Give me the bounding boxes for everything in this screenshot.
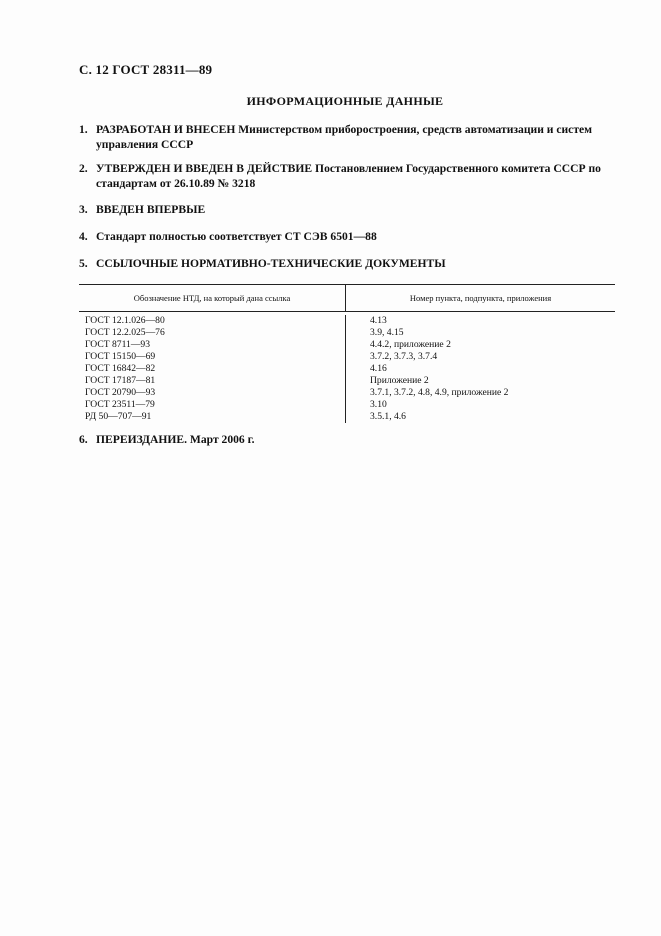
- item-text-line: Стандарт полностью соответствует СТ СЭВ 6501—88: [96, 230, 377, 243]
- table-header-clause: Номер пункта, подпункта, приложения: [409, 293, 552, 303]
- table-cell-clause: 4.16: [370, 363, 387, 374]
- item-text-line: стандартам от 26.10.89 № 3218: [96, 177, 256, 190]
- info-item-4: [79, 229, 615, 244]
- table-cell-ntd: ГОСТ 23511—79: [85, 399, 155, 410]
- table-header-row: [79, 285, 615, 312]
- info-item-2: [79, 161, 615, 191]
- item-text-line: управления СССР: [96, 138, 194, 151]
- table-cell-ntd: ГОСТ 16842—82: [85, 363, 156, 374]
- table-column-ntd: [79, 315, 346, 423]
- item-text-line: УТВЕРЖДЕН И ВВЕДЕН В ДЕЙСТВИЕ Постановлением Государственного комитета СССР по: [96, 162, 601, 175]
- item-number: 1.: [79, 123, 88, 136]
- table-header-ntd: Обозначение НТД, на который дана ссылка: [79, 285, 346, 311]
- table-cell-clause: 3.7.2, 3.7.3, 3.7.4: [370, 351, 438, 362]
- section-title: ИНФОРМАЦИОННЫЕ ДАННЫЕ: [246, 94, 444, 108]
- info-item-6: [79, 432, 615, 447]
- table-cell-clause: 4.13: [370, 315, 387, 326]
- table-cell-ntd: ГОСТ 12.1.026—80: [85, 315, 165, 326]
- table-cell-ntd: ГОСТ 20790—93: [85, 387, 156, 398]
- item-number: 2.: [79, 162, 88, 175]
- table-body: [79, 312, 615, 423]
- page-header: С. 12 ГОСТ 28311—89: [79, 62, 213, 77]
- table-cell-clause: 3.10: [370, 399, 387, 410]
- table-cell-clause: Приложение 2: [370, 375, 429, 386]
- table-cell-clause: 3.9, 4.15: [370, 327, 404, 338]
- item-text-line: ВВЕДЕН ВПЕРВЫЕ: [96, 203, 206, 216]
- item-text-line: ССЫЛОЧНЫЕ НОРМАТИВНО-ТЕХНИЧЕСКИЕ ДОКУМЕНТЫ: [96, 257, 446, 270]
- reference-documents-table: [79, 284, 615, 423]
- item-number: 6.: [79, 433, 88, 446]
- info-item-5: [79, 256, 615, 271]
- item-text-line: ПЕРЕИЗДАНИЕ. Март 2006 г.: [96, 433, 255, 446]
- info-item-1: [79, 122, 615, 152]
- table-cell-ntd: РД 50—707—91: [85, 411, 152, 422]
- table-cell-ntd: ГОСТ 8711—93: [85, 339, 151, 350]
- table-cell-ntd: ГОСТ 15150—69: [85, 351, 156, 362]
- table-cell-clause: 4.4.2, приложение 2: [370, 339, 451, 350]
- table-cell-ntd: ГОСТ 17187—81: [85, 375, 156, 386]
- table-cell-clause: 3.7.1, 3.7.2, 4.8, 4.9, приложение 2: [370, 387, 509, 398]
- item-number: 3.: [79, 203, 88, 216]
- item-number: 4.: [79, 230, 88, 243]
- table-cell-ntd: ГОСТ 12.2.025—76: [85, 327, 165, 338]
- item-text-line: РАЗРАБОТАН И ВНЕСЕН Министерством приборостроения, средств автоматизации и систем: [96, 123, 593, 136]
- table-column-clause: [346, 315, 615, 423]
- item-number: 5.: [79, 257, 88, 270]
- info-item-3: [79, 202, 615, 217]
- table-cell-clause: 3.5.1, 4.6: [370, 411, 406, 422]
